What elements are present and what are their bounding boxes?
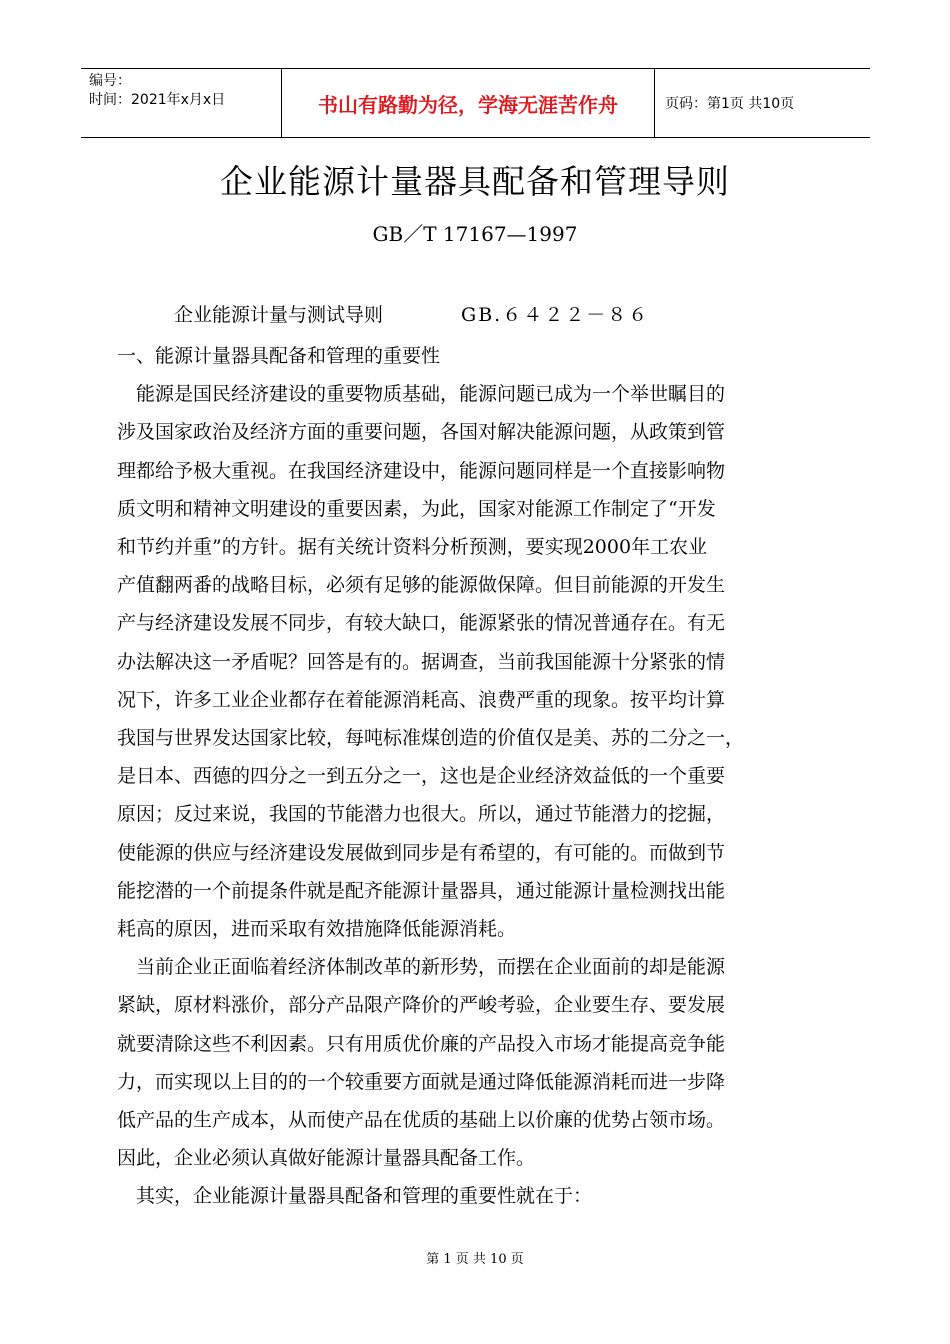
header-meta — [81, 69, 282, 137]
text-line: 质文明和精神文明建设的重要因素，为此，国家对能源工作制定了“开发 — [117, 497, 716, 520]
text-line: 就要清除这些不利因素。只有用质优价廉的产品投入市场才能提高竞争能 — [117, 1032, 726, 1055]
text-line: 使能源的供应与经济建设发展做到同步是有希望的，有可能的。而做到节 — [117, 841, 726, 864]
text-line: 能挖潜的一个前提条件就是配齐能源计量器具，通过能源计量检测找出能 — [117, 879, 726, 902]
text-line: 紧缺，原材料涨价，部分产品限产降价的严峻考验，企业要生存、要发展 — [117, 994, 726, 1017]
header-motto: 书山有路勤为径，学海无涯苦作舟 — [282, 69, 655, 137]
text-line: 能源是国民经济建设的重要物质基础，能源问题已成为一个举世瞩目的 — [136, 383, 726, 406]
number-label: 编号： — [89, 73, 131, 89]
page-header — [81, 68, 870, 138]
text-line: 我国与世界发达国家比较，每吨标准煤创造的价值仅是美、苏的二分之一， — [117, 727, 745, 750]
reference-code: GB.６４２２－８６ — [461, 304, 650, 326]
standard-code: GB／T 17167—1997 — [372, 222, 578, 246]
reference-line — [174, 300, 649, 327]
body-text — [117, 337, 837, 1216]
text-line: 其实，企业能源计量器具配备和管理的重要性就在于： — [136, 1185, 593, 1208]
text-line: 力，而实现以上目的的一个较重要方面就是通过降低能源消耗而进一步降 — [117, 1070, 726, 1093]
text-line: 产与经济建设发展不同步，有较大缺口，能源紧张的情况普通存在。有无 — [117, 612, 726, 635]
header-page-info: 页码：第1页 共10页 — [665, 96, 795, 112]
text-line: 原因；反过来说，我国的节能潜力也很大。所以，通过节能潜力的挖掘， — [117, 803, 726, 826]
document-title: 企业能源计量器具配备和管理导则 — [220, 162, 730, 201]
text-line: 是日本、西德的四分之一到五分之一，这也是企业经济效益低的一个重要 — [117, 765, 726, 788]
text-line: 办法解决这一矛盾呢？回答是有的。据调查，当前我国能源十分紧张的情 — [117, 650, 726, 673]
text-line: 况下，许多工业企业都存在着能源消耗高、浪费严重的现象。按平均计算 — [117, 688, 726, 711]
text-line: 因此，企业必须认真做好能源计量器具配备工作。 — [117, 1147, 536, 1170]
text-line: 当前企业正面临着经济体制改革的新形势，而摆在企业面前的却是能源 — [136, 956, 726, 979]
text-line: 产值翻两番的战略目标，必须有足够的能源做保障。但目前能源的开发生 — [117, 574, 726, 597]
page-footer: 第 1 页 共 10 页 — [426, 1252, 524, 1267]
text-line: 耗高的原因，进而采取有效措施降低能源消耗。 — [117, 918, 517, 941]
time-label: 时间：2021年x月x日 — [89, 92, 226, 108]
reference-name: 企业能源计量与测试导则 — [174, 304, 384, 326]
text-line: 低产品的生产成本，从而使产品在优质的基础上以价廉的优势占领市场。 — [117, 1109, 726, 1132]
section-heading: 一、能源计量器具配备和管理的重要性 — [117, 345, 441, 367]
text-line: 涉及国家政治及经济方面的重要问题，各国对解决能源问题，从政策到管 — [117, 421, 726, 444]
text-line: 和节约并重”的方针。据有关统计资料分析预测，要实现2000年工农业 — [117, 536, 708, 559]
text-line: 理都给予极大重视。在我国经济建设中，能源问题同样是一个直接影响物 — [117, 459, 726, 482]
